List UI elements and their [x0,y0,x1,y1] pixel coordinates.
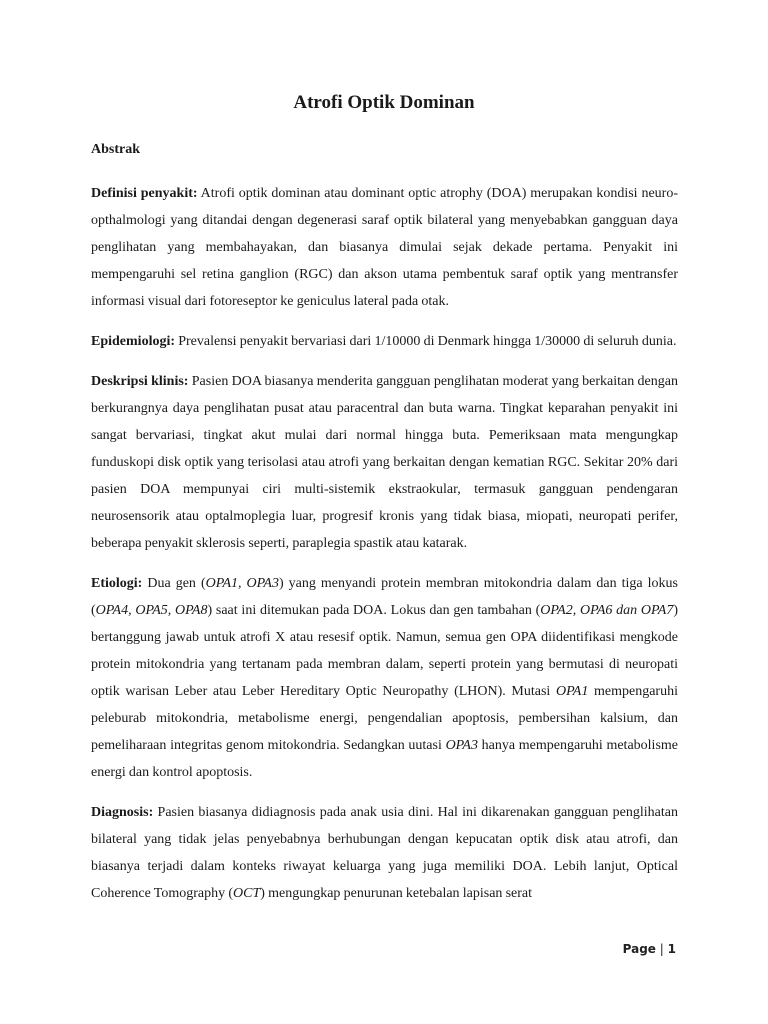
paragraph-deskripsi-klinis [91,368,678,557]
paragraph-text: ) mengungkap penurunan ketebalan lapisan serat [260,886,533,901]
page-label: Page [622,942,656,956]
acronym: OCT [233,886,261,901]
abstract-heading: Abstrak [91,142,141,157]
paragraph-text: Pasien DOA biasanya menderita gangguan penglihatan moderat yang berkaitan dengan berkurangnya daya penglihatan pusat atau paracentral dan buta warna. Tingkat keparahan penyakit ini sangat bervariasi, tingkat akut mulai dari normal hingga buta. Pemeriksaan mata mengungkap funduskopi disk optik yang terisolasi atau atrofi yang berkaitan dengan kematian RGC. Sekitar 20% dari pasien DOA mempunyai ciri multi-sistemik ekstraokular, termasuk gangguan pendengaran neurosensorik atau optalmoplegia luar, progresif kronis yang tidak biasa, miopati, neuropati perifer, beberapa penyakit sklerosis seperti, paraplegia spastik atau katarak. [91,374,678,551]
paragraph-text: Prevalensi penyakit bervariasi dari 1/10000 di Denmark hingga 1/30000 di seluruh dunia. [175,334,677,349]
page-footer [623,942,676,956]
paragraph-text: hanya mempengaruhi metabolisme energi dan kontrol apoptosis. [91,738,678,780]
paragraph-etiologi [91,570,678,786]
gene-name: OPA2, OPA6 dan OPA7 [540,603,674,618]
page-number: 1 [667,942,676,956]
paragraph-text: ) saat ini ditemukan pada DOA. Lokus dan gen tambahan ( [207,603,541,618]
paragraph-text: ) bertanggung jawab untuk atrofi X atau resesif optik. Namun, semua gen OPA diidentifikasi mengkode protein mitokondria yang tertanam pada membran dalam, seperti protein yang bermutasi di neuropati optik warisan Leber atau Leber Hereditary Optic Neuropathy (LHON). Mutasi [91,603,679,699]
page-separator: | [659,942,664,956]
paragraph-text: Dua gen ( [142,576,206,591]
paragraph-label: Etiologi: [91,576,143,591]
paragraph-label: Definisi penyakit: [91,186,198,201]
gene-name: OPA4, OPA5, OPA8 [95,603,208,618]
gene-name: OPA1 [555,684,589,699]
document-title: Atrofi Optik Dominan [293,92,475,113]
paragraph-epidemiologi [91,328,678,355]
paragraph-diagnosis [91,799,678,907]
gene-name: OPA3 [445,738,478,753]
document-body [91,180,678,920]
paragraph-text: ) yang menyandi protein membran mitokondria dalam dan tiga lokus ( [91,576,678,618]
paragraph-label: Epidemiologi: [91,334,176,349]
paragraph-label: Diagnosis: [91,805,154,820]
gene-name: OPA1, OPA3 [205,576,279,591]
paragraph-definisi [91,180,678,315]
paragraph-label: Deskripsi klinis: [91,374,189,389]
paragraph-text: Atrofi optik dominan atau dominant optic atrophy (DOA) merupakan kondisi neuro-opthalmologi yang ditandai dengan degenerasi saraf optik bilateral yang menyebabkan gangguan daya penglihatan yang membahayakan, dan biasanya dimulai sejak dekade pertama. Penyakit ini mempengaruhi sel retina ganglion (RGC) dan akson utama pembentuk saraf optik yang mentransfer informasi visual dari fotoreseptor ke geniculus lateral pada otak. [91,186,678,309]
paragraph-text: Pasien biasanya didiagnosis pada anak usia dini. Hal ini dikarenakan gangguan penglihatan bilateral yang tidak jelas penyebabnya berhubungan dengan kepucatan optik disk atau atrofi, dan biasanya terjadi dalam konteks riwayat keluarga yang juga memiliki DOA. Lebih lanjut, Optical Coherence Tomography ( [91,805,678,901]
paragraph-text: mempengaruhi peleburab mitokondria, metabolisme energi, pengendalian apoptosis, pembersihan kalsium, dan pemeliharaan integritas genom mitokondria. Sedangkan uutasi [91,684,678,753]
